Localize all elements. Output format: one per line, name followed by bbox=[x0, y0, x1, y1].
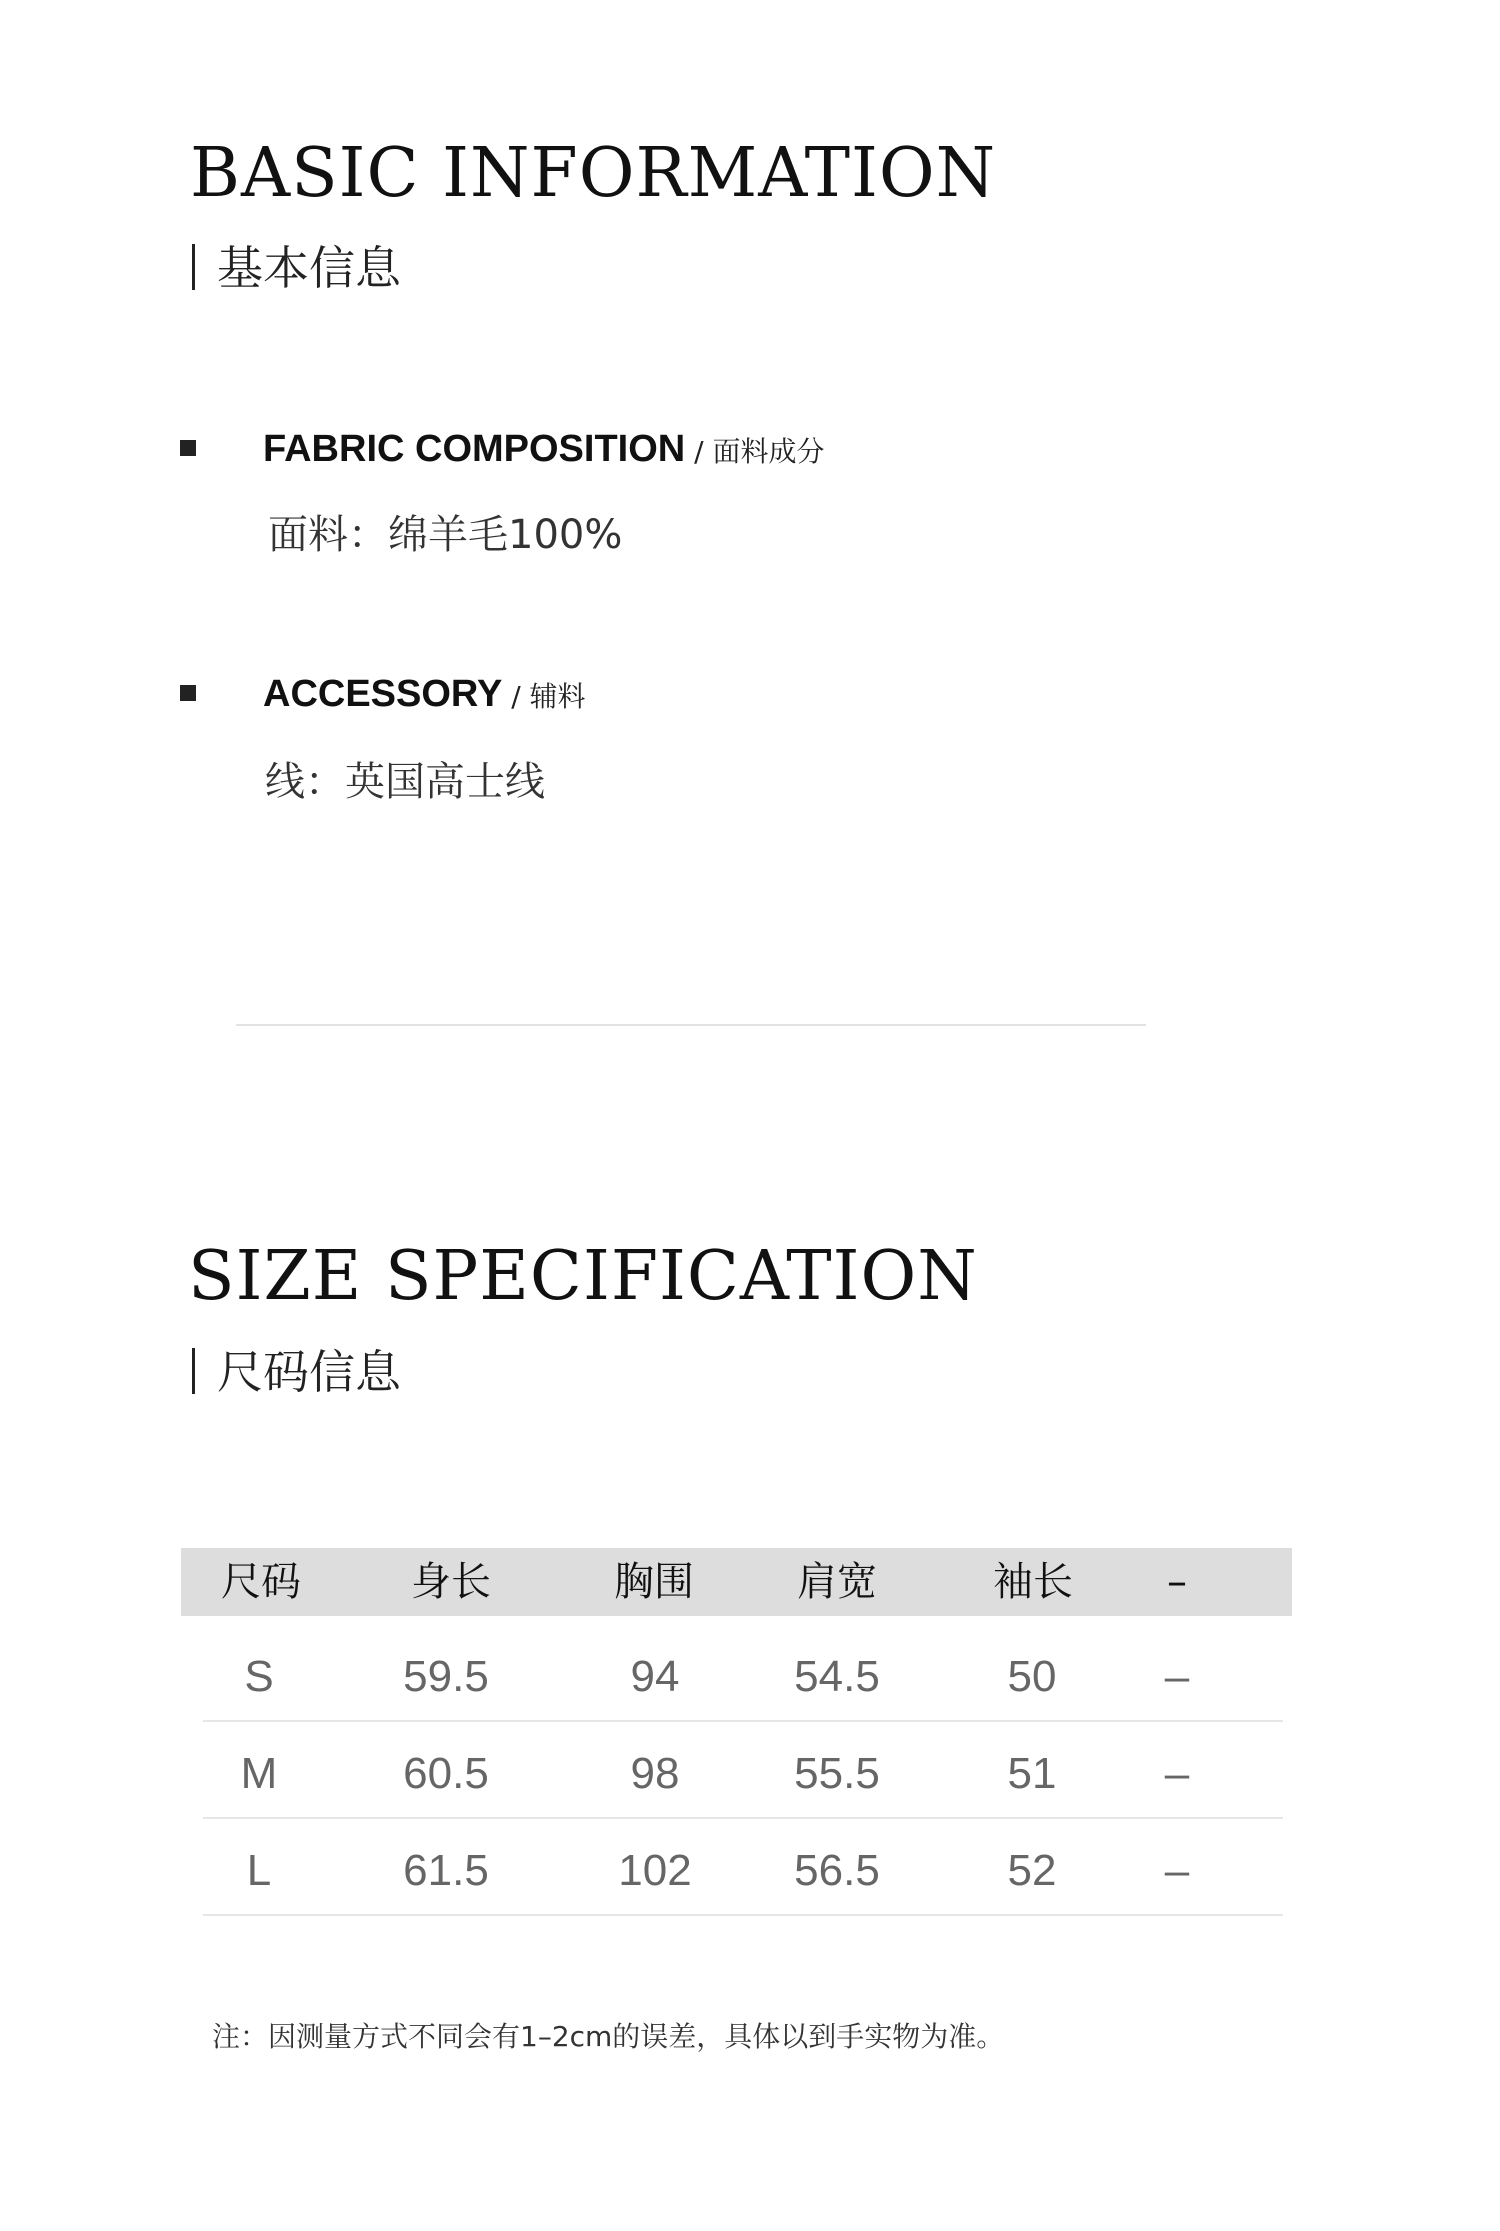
fabric-composition-value: 面料：绵羊毛100% bbox=[268, 512, 623, 558]
subtitle-bar bbox=[192, 1348, 195, 1394]
table-cell: – bbox=[1164, 1846, 1190, 1895]
header-length: 身长 bbox=[411, 1559, 491, 1605]
header-size: 尺码 bbox=[221, 1559, 301, 1605]
bullet-square bbox=[180, 685, 196, 701]
header-chest: 胸围 bbox=[614, 1559, 694, 1605]
accessory-label-en: ACCESSORY bbox=[263, 673, 503, 715]
fabric-composition-label-cn: / 面料成分 bbox=[685, 435, 825, 468]
fabric-composition-heading bbox=[263, 430, 824, 468]
size-spec-subtitle bbox=[192, 1345, 401, 1399]
row-divider bbox=[203, 1817, 1283, 1819]
table-cell: 52 bbox=[1007, 1846, 1057, 1895]
table-cell: 98 bbox=[630, 1749, 680, 1798]
row-divider bbox=[203, 1720, 1283, 1722]
table-cell: 61.5 bbox=[403, 1846, 489, 1895]
header-shoulder: 肩宽 bbox=[797, 1559, 877, 1605]
table-cell: 102 bbox=[618, 1846, 692, 1895]
accessory-value: 线：英国高士线 bbox=[265, 759, 545, 805]
row-divider bbox=[203, 1914, 1283, 1916]
table-cell: S bbox=[244, 1652, 274, 1701]
size-table-header bbox=[181, 1548, 1292, 1616]
size-spec-title: SIZE SPECIFICATION bbox=[188, 1237, 978, 1316]
table-cell: 55.5 bbox=[794, 1749, 880, 1798]
basic-info-subtitle-text: 基本信息 bbox=[217, 241, 401, 295]
table-cell: M bbox=[240, 1749, 278, 1798]
header-sleeve: 袖长 bbox=[993, 1559, 1073, 1605]
bullet-square bbox=[180, 440, 196, 456]
table-cell: 50 bbox=[1007, 1652, 1057, 1701]
basic-info-title: BASIC INFORMATION bbox=[190, 134, 997, 213]
table-cell: – bbox=[1164, 1652, 1190, 1701]
fabric-composition-label-en: FABRIC COMPOSITION bbox=[263, 428, 686, 470]
table-cell: 54.5 bbox=[794, 1652, 880, 1701]
table-cell: 60.5 bbox=[403, 1749, 489, 1798]
table-cell: 59.5 bbox=[403, 1652, 489, 1701]
section-divider bbox=[236, 1024, 1146, 1026]
measurement-note: 注：因测量方式不同会有1–2cm的误差，具体以到手实物为准。 bbox=[212, 2020, 1005, 2053]
accessory-heading bbox=[263, 675, 586, 713]
size-spec-subtitle-text: 尺码信息 bbox=[217, 1345, 401, 1399]
header-blank: – bbox=[1167, 1559, 1187, 1605]
table-cell: L bbox=[246, 1846, 272, 1895]
table-cell: – bbox=[1164, 1749, 1190, 1798]
table-cell: 51 bbox=[1007, 1749, 1057, 1798]
table-cell: 94 bbox=[630, 1652, 680, 1701]
basic-info-subtitle bbox=[192, 241, 401, 295]
subtitle-bar bbox=[192, 244, 195, 290]
accessory-label-cn: / 辅料 bbox=[502, 680, 586, 713]
table-cell: 56.5 bbox=[794, 1846, 880, 1895]
